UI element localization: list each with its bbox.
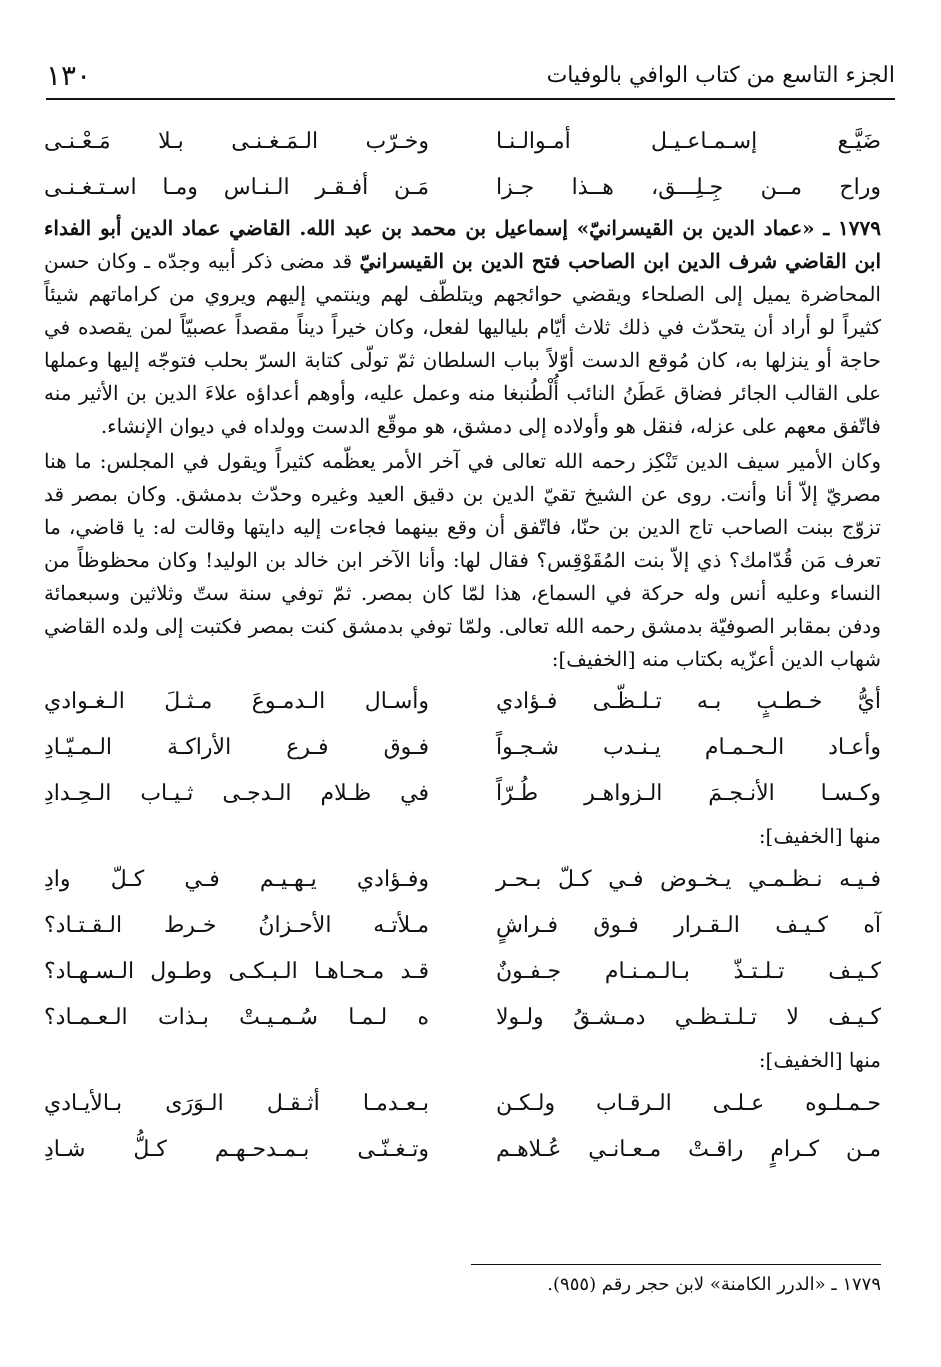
meter-label: منها [الخفيف]: [758,1048,881,1072]
footnote-divider [471,1264,881,1265]
verse-first-hemistich: حـمـلـوه عـلـى الـرقـاب ولـكـن [495,1090,881,1116]
verse-first-hemistich: ضَيَّـع إسـمـاعـيـل أمـوالـنـا [495,128,881,154]
verse-first-hemistich: أيُّ خـطـبٍ بـه تـلـظّـى فـؤادي [495,688,881,714]
verse-second-hemistich: قـد مـحـاهـا الـبـكـى وطـول الـسـهـاد؟ [44,958,430,984]
verse-first-hemistich: كـيـف تـلـتـذّ بـالـمـنـام جـفـونٌ [495,958,881,984]
page-number: ١٣٠ [46,58,92,92]
page-header [46,52,895,100]
verse-second-hemistich: بـعـدمـا أثـقـل الـوَرَى بـالأيـادي [44,1090,430,1116]
verse-second-hemistich: وتـغـنّـى بـمـدحـهـم كـلُّ شـادِ [44,1136,430,1162]
verse-line [44,902,881,948]
verse-line [44,118,881,164]
verse-line [44,994,881,1040]
verse-line [44,770,881,816]
page-body [44,118,881,1172]
verse-second-hemistich: ه لـمـا سُـمـيـتْ بـذات الـعـمـاد؟ [44,1004,430,1030]
verse-line [44,164,881,210]
verse-first-hemistich: آه كـيـف الـقـرار فـوق فـراشٍ [495,912,881,938]
verse-first-hemistich: كـيـف لا تـلـتـظـي دمـشـقُ ولـولا [495,1004,881,1030]
footnote: ١٧٧٩ ـ «الدرر الكامنة» لابن حجر رقم (٩٥٥). [547,1274,881,1295]
verse-line [44,1080,881,1126]
verse-second-hemistich: فـوق فـرع الأراكـة الـمـيّـادِ [44,734,430,760]
verse-first-hemistich: وراح مــن جِـلِـــق، هــذا جـزا [495,174,881,200]
verse-second-hemistich: وأسـال الـدمـوعَ مـثـلَ الـغـوادي [44,688,430,714]
verse-second-hemistich: وخـرّب الـمَـغـنـى بـلا مَـعْـنـى [44,128,430,154]
verse-line [44,724,881,770]
running-title: الجزء التاسع من كتاب الوافي بالوفيات [546,62,895,88]
verse-second-hemistich: وفـؤادي يـهـيـم فـي كـلّ وادِ [44,866,430,892]
verse-first-hemistich: وأعـاد الـحـمـام يـنـدب شـجـواً [495,734,881,760]
verse-line [44,1126,881,1172]
verse-first-hemistich: وكـسـا الأنـجـمَ الـزواهـر طُـرّاً [495,780,881,806]
entry-text: قد مضى ذكر أبيه وجدّه ـ وكان حسن المحاضرة يميل إلى الصلحاء ويقضي حوائجهم ويتلطّف لهم وينتمي إليهم ويروي من كراماتهم شيئاً كثيراً لو أراد أن يتحدّث في ذلك ثلاث أيّام بلياليها لفعل، وكان خيراً ديناً مقصداً عصبيّاً لمن يقصده في حاجة أو ينزلها به، كان مُوقع الدست أوّلاً بباب السلطان ثمّ تولّى كتابة السرّ بحلب فتوجّه إليها وعملها على القالب الجائر فضاق عَطَنُ النائب أُلْطُنبغا منه وعمل عليه، وأوهم أعداؤه علاءَ الدين بن الأثير منه فاتّفق معهم على عزله، فنقل هو وأولاده إلى دمشق، هو موقّع الدست وولداه في ديوان الإنشاء. [44,249,881,438]
verse-line [44,678,881,724]
biography-entry [44,212,881,443]
meter-label: منها [الخفيف]: [758,824,881,848]
verse-line [44,856,881,902]
verse-second-hemistich: مَـن أفـقـر الـنـاس ومـا اسـتـغـنـى [44,174,430,200]
verse-second-hemistich: مـلأتـه الأحـزانُ خـرط الـقـتـاد؟ [44,912,430,938]
entry-heading: ١٧٧٩ ـ «عماد الدين بن القيسرانيّ» إسماعيل بن محمد بن عبد الله. القاضي عماد الدين أبو الفداء ابن القاضي شرف الدين ابن الصاحب فتح الدين بن القيسرانيّ [44,216,882,273]
verse-first-hemistich: مـن كـرامٍ راقـتْ مـعـانـي عُـلاهـم [495,1136,881,1162]
verse-first-hemistich: فـيـه نـظـمـي يـخـوض فـي كـلّ بـحـر [495,866,881,892]
verse-line [44,948,881,994]
verse-second-hemistich: في ظـلام الـدجـى ثـيـاب الـحِـدادِ [44,780,430,806]
paragraph: وكان الأمير سيف الدين تَنْكِز رحمه الله تعالى في آخر الأمر يعظّمه كثيراً ويقول في المجلس: ما هنا مصريّ إلاّ أنا وأنت. روى عن الشيخ تقيّ الدين بن دقيق العيد وغيره وحدّث بدمشق. وكان بمصر قد تزوّج ببنت الصاحب تاج الدين بن حنّا، فاتّفق أن وقع بينهما فجاءت إليه دايتها وقالت له: يا قاضي، ما تعرف مَن قُدّامك؟ ذي إلاّ بنت المُقَوْقِس؟ فقال لها: وأنا الآخر ابن خالد بن الوليد! وكان محظوظاً من النساء وعليه أنس وله حركة في السماع، هذا لمّا كان بمصر. ثمّ توفي سنة ستّ وثلاثين وسبعمائة ودفن بمقابر الصوفيّة بدمشق رحمه الله تعالى. ولمّا توفي بدمشق كنت بمصر فكتبت إلى ولده القاضي شهاب الدين أعزّيه بكتاب منه [الخفيف]: [44,449,881,671]
